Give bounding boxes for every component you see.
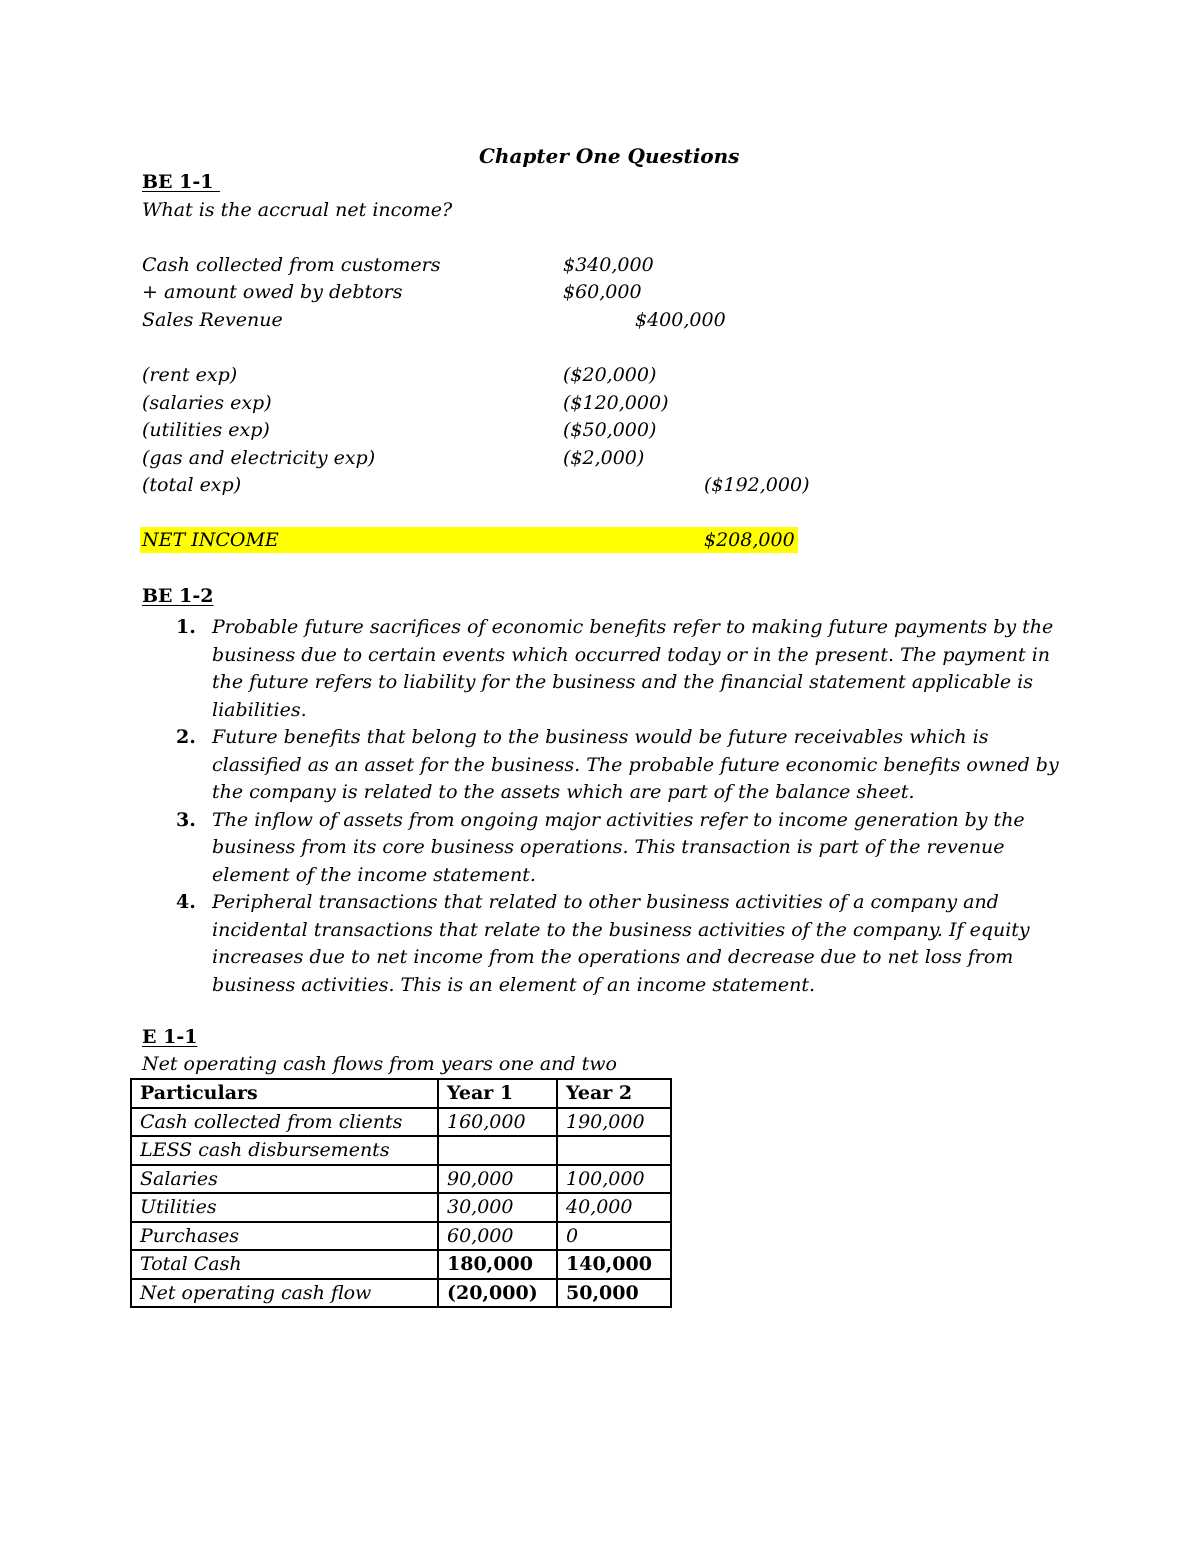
be11-heading: BE 1-1 [142,171,221,193]
table-cell: 40,000 [557,1193,671,1222]
table-cell: 160,000 [438,1108,557,1137]
table-cell: 140,000 [557,1250,671,1279]
table-cell: 0 [557,1222,671,1251]
table-cell: Salaries [131,1165,438,1194]
line-label: (salaries exp) [142,392,272,414]
table-cell: 30,000 [438,1193,557,1222]
line-amount: ($120,000) [563,392,669,414]
line-label: (utilities exp) [142,419,270,441]
table-row [131,1136,671,1165]
page-title: Chapter One Questions [479,144,740,168]
be12-answer-list [176,614,1066,999]
line-amount: $340,000 [563,254,654,276]
table-cell: 190,000 [557,1108,671,1137]
table-cell: LESS cash disbursements [131,1136,438,1165]
line-label: (rent exp) [142,364,238,386]
line-amount: ($20,000) [563,364,657,386]
list-item-text: Probable future sacrifices of economic benefits refer to making future payments by the business due to certain events which occurred today or in the present. The payment in the future refers to liability for the business and the financial statement applicable is liabilities. [212,616,1054,721]
list-item-text: Peripheral transactions that related to other business activities of a company and incidental transactions that relate to the business activities of the company. If equity increases due to net income from the operations and decrease due to net loss from business activities. This is an element of an income statement. [212,891,1030,996]
column-header: Year 2 [557,1079,671,1108]
table-cell: Net operating cash flow [131,1279,438,1308]
line-amount: ($192,000) [704,474,810,496]
net-income-label: NET INCOME [142,529,279,551]
net-income-value: $208,000 [704,529,795,551]
list-item-text: Future benefits that belong to the business would be future receivables which is classified as an asset for the business. The probable future economic benefits owned by the company is related to the assets which are part of the balance sheet. [212,726,1059,803]
column-header: Particulars [131,1079,438,1108]
table-cell: Total Cash [131,1250,438,1279]
table-row [131,1193,671,1222]
table-row [131,1279,671,1308]
table-cell: 60,000 [438,1222,557,1251]
be11-question: What is the accrual net income? [142,199,453,221]
table-cell: Cash collected from clients [131,1108,438,1137]
list-item [176,724,1066,807]
line-label: (total exp) [142,474,242,496]
table-cell: 50,000 [557,1279,671,1308]
list-item [176,889,1066,999]
line-label: (gas and electricity exp) [142,447,376,469]
table-cell [557,1136,671,1165]
cash-flow-table [130,1078,672,1308]
list-item-number: 4. [176,891,196,913]
list-item-number: 2. [176,726,196,748]
table-row [131,1165,671,1194]
table-row [131,1250,671,1279]
table-row [131,1108,671,1137]
column-header: Year 1 [438,1079,557,1108]
line-amount: ($50,000) [563,419,657,441]
line-amount: ($2,000) [563,447,645,469]
line-amount: $400,000 [635,309,726,331]
table-cell: Purchases [131,1222,438,1251]
table-cell: 100,000 [557,1165,671,1194]
line-amount: $60,000 [563,281,642,303]
line-label: + amount owed by debtors [142,281,403,303]
table-cell: Utilities [131,1193,438,1222]
line-label: Sales Revenue [142,309,283,331]
list-item [176,614,1066,724]
e11-heading: E 1-1 [142,1026,198,1048]
table-cell: (20,000) [438,1279,557,1308]
table-cell: 90,000 [438,1165,557,1194]
list-item-number: 1. [176,616,196,638]
table-cell [438,1136,557,1165]
list-item-number: 3. [176,808,196,831]
list-item-text: The inflow of assets from ongoing major activities refer to income generation by the business from its core business operations. This transaction is part of the revenue element of the income statement. [212,808,1025,886]
table-cell: 180,000 [438,1250,557,1279]
table-header-row [131,1079,671,1108]
list-item [176,807,1066,890]
e11-caption: Net operating cash flows from years one and two [142,1053,617,1075]
be12-heading: BE 1-2 [142,585,214,607]
table-row [131,1222,671,1251]
line-label: Cash collected from customers [142,254,441,276]
